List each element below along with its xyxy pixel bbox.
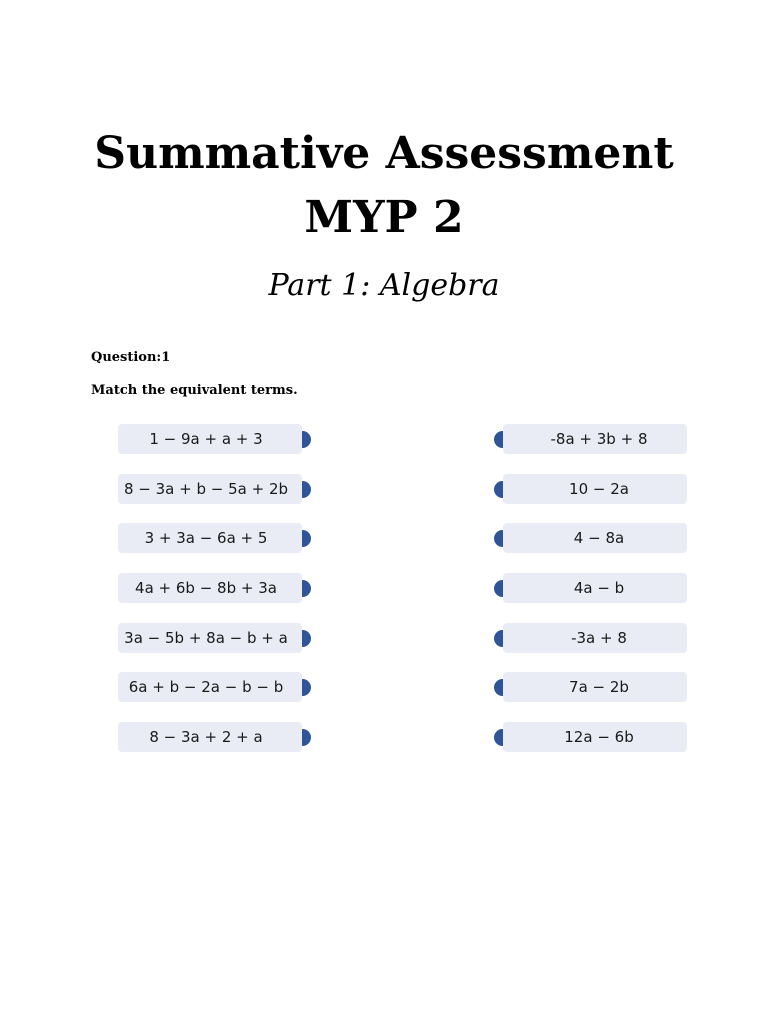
- right-match-item[interactable]: [503, 722, 687, 752]
- left-match-item[interactable]: [118, 722, 302, 752]
- connector-handle-icon[interactable]: [302, 729, 311, 746]
- left-item-text: 1 − 9a + a + 3: [149, 430, 263, 448]
- connector-handle-icon[interactable]: [302, 431, 311, 448]
- right-item-text: 12a − 6b: [564, 728, 634, 747]
- left-match-item[interactable]: [118, 523, 302, 553]
- title-line-2: MYP 2: [304, 192, 464, 243]
- right-item-text: -8a + 3b + 8: [550, 430, 648, 448]
- right-item-text: -3a + 8: [571, 628, 627, 647]
- right-match-item[interactable]: [503, 623, 687, 653]
- page-subtitle: Part 1: Algebra: [268, 268, 500, 303]
- connector-handle-icon[interactable]: [302, 530, 311, 547]
- right-item-text: 4 − 8a: [573, 529, 625, 548]
- left-item-text: 8 − 3a + 2 + a: [149, 728, 263, 747]
- connector-handle-icon[interactable]: [494, 630, 503, 647]
- right-match-item[interactable]: [503, 474, 687, 504]
- left-item-text: 4a + 6b − 8b + 3a: [135, 579, 277, 598]
- left-item-text: 8 − 3a + b − 5a + 2b: [123, 479, 289, 498]
- right-item-text: 7a − 2b: [569, 678, 629, 697]
- left-match-item[interactable]: [118, 672, 302, 702]
- left-item-text: 3a − 5b + 8a − b + a: [124, 628, 288, 647]
- connector-handle-icon[interactable]: [494, 481, 503, 498]
- right-item-text: 4a − b: [573, 579, 625, 598]
- right-match-item[interactable]: [503, 672, 687, 702]
- right-match-item[interactable]: [503, 523, 687, 553]
- page-title: [0, 122, 768, 250]
- connector-handle-icon[interactable]: [302, 679, 311, 696]
- left-match-item[interactable]: [118, 474, 302, 504]
- right-item-text: 10 − 2a: [569, 479, 629, 498]
- question-label: Question:1: [91, 350, 171, 365]
- left-item-text: 3 + 3a − 6a + 5: [144, 529, 268, 548]
- connector-handle-icon[interactable]: [494, 729, 503, 746]
- right-match-item[interactable]: [503, 424, 687, 454]
- right-match-item[interactable]: [503, 573, 687, 603]
- left-match-item[interactable]: [118, 424, 302, 454]
- left-item-text: 6a + b − 2a − b − b: [128, 678, 284, 697]
- connector-handle-icon[interactable]: [494, 679, 503, 696]
- connector-handle-icon[interactable]: [494, 431, 503, 448]
- connector-handle-icon[interactable]: [302, 630, 311, 647]
- right-match-column: [503, 424, 687, 772]
- title-line-1: Summative Assessment: [94, 128, 674, 179]
- connector-handle-icon[interactable]: [494, 580, 503, 597]
- connector-handle-icon[interactable]: [302, 481, 311, 498]
- connector-handle-icon[interactable]: [494, 530, 503, 547]
- left-match-item[interactable]: [118, 623, 302, 653]
- left-match-column: [118, 424, 302, 772]
- left-match-item[interactable]: [118, 573, 302, 603]
- question-instruction: Match the equivalent terms.: [91, 383, 298, 398]
- connector-handle-icon[interactable]: [302, 580, 311, 597]
